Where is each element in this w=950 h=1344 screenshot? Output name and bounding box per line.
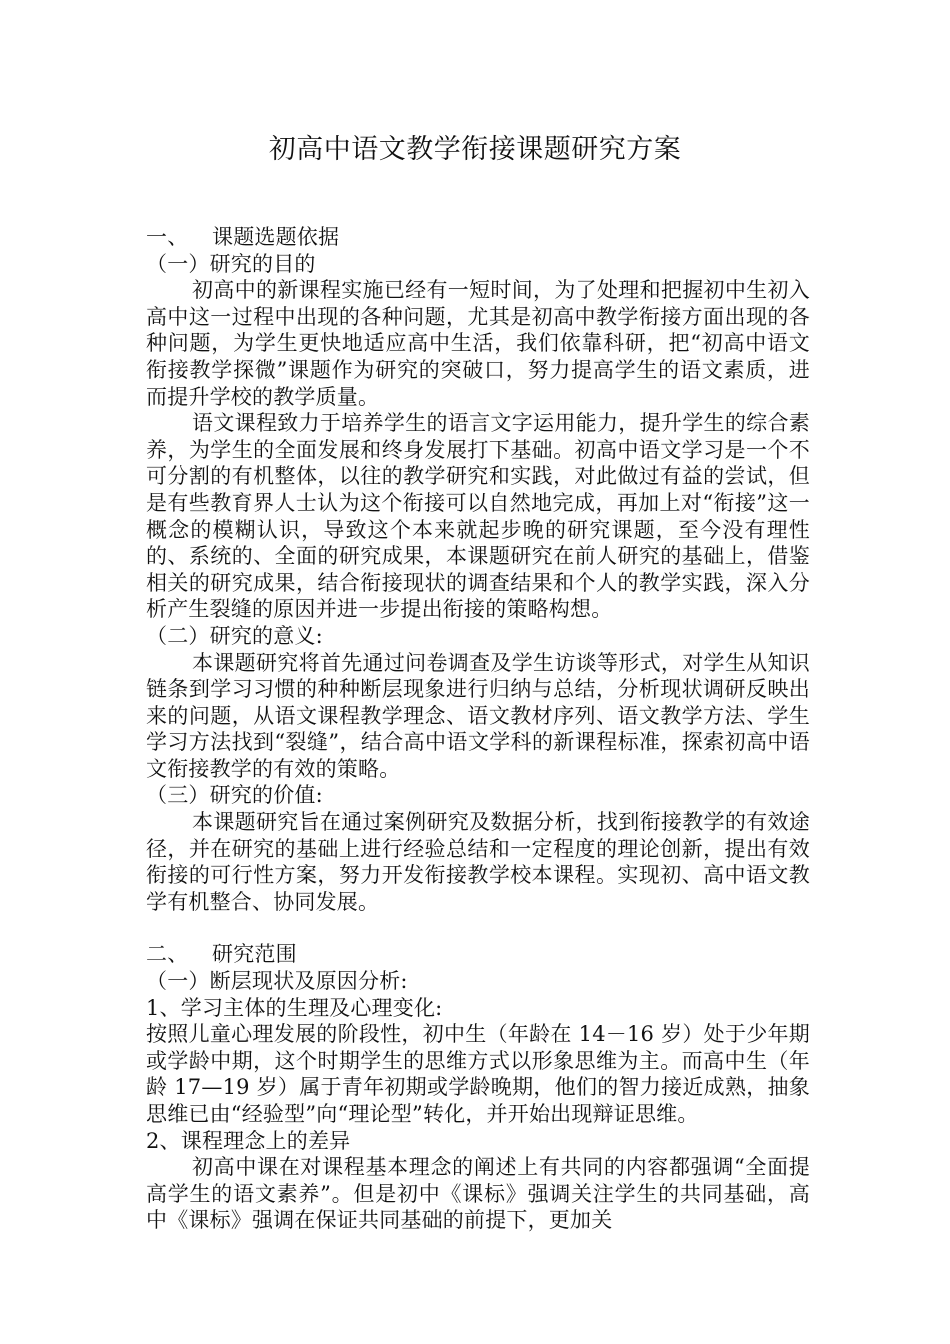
section-heading-2 — [146, 941, 810, 968]
item-heading-curriculum: 2、课程理念上的差异 — [146, 1128, 351, 1153]
section-title-1: 课题选题依据 — [212, 225, 340, 249]
subsection-heading-significance: （二）研究的意义: — [146, 623, 323, 648]
section-number-1: 一、 — [146, 225, 189, 249]
section-spacer — [146, 915, 810, 941]
paragraph-significance: 本课题研究将首先通过问卷调查及学生访谈等形式，对学生从知识链条到学习习惯的种种断层现象进行归纳与总结，分析现状调研反映出来的问题，从语文课程教学理念、语文教材序列、语文教学方法、学生学习方法找到“裂缝”，结合高中语文学科的新课程标准，探索初高中语文衔接教学的有效的策略。 — [146, 650, 810, 781]
section-title-2: 研究范围 — [212, 942, 297, 967]
document-body — [146, 224, 810, 1234]
subsection-heading-purpose: （一）研究的目的 — [146, 251, 316, 276]
subsection-heading-value: （三）研究的价值: — [146, 783, 323, 808]
paragraph-psychology: 按照儿童心理发展的阶段性，初中生（年龄在 14－16 岁）处于少年期或学龄中期，这个时期学生的思维方式以形象思维为主。而高中生（年龄 17—19 岁）属于青年初期或学龄晚期，他们的智力接近成熟，抽象思维已由“经验型”向“理论型”转化，并开始出现辩证思维。 — [146, 1022, 810, 1126]
subsection-heading-gap-analysis: （一）断层现状及原因分析: — [146, 969, 408, 994]
document-title: 初高中语文教学衔接课题研究方案 — [268, 134, 682, 165]
paragraph-purpose-2: 语文课程致力于培养学生的语言文字运用能力，提升学生的综合素养，为学生的全面发展和终身发展打下基础。初高中语文学习是一个不可分割的有机整体，以往的教学研究和实践，对此做过有益的尝试，但是有些教育界人士认为这个衔接可以自然地完成，再加上对“衔接”这一概念的模糊认识，导致这个本来就起步晚的研究课题，至今没有理性的、系统的、全面的研究成果，本课题研究在前人研究的基础上，借鉴相关的研究成果，结合衔接现状的调查结果和个人的教学实践，深入分析产生裂缝的原因并进一步提出衔接的策略构想。 — [146, 411, 810, 622]
section-number-2: 二、 — [146, 942, 189, 967]
section-heading-1 — [146, 224, 810, 251]
paragraph-purpose-1: 初高中的新课程实施已经有一短时间，为了处理和把握初中生初入高中这一过程中出现的各种问题，尤其是初高中教学衔接方面出现的各种问题，为学生更快地适应高中生活，我们依靠科研，把“初高中语文衔接教学探微”课题作为研究的突破口，努力提高学生的语文素质，进而提升学校的教学质量。 — [146, 278, 810, 409]
paragraph-curriculum: 初高中课在对课程基本理念的阐述上有共同的内容都强调“全面提高学生的语文素养”。但是初中《课标》强调关注学生的共同基础，高中《课标》强调在保证共同基础的前提下，更加关 — [146, 1155, 810, 1233]
item-heading-psychology: 1、学习主体的生理及心理变化: — [146, 995, 443, 1020]
paragraph-value: 本课题研究旨在通过案例研究及数据分析，找到衔接教学的有效途径，并在研究的基础上进行经验总结和一定程度的理论创新，提出有效衔接的可行性方案，努力开发衔接教学校本课程。实现初、高中语文教学有机整合、协同发展。 — [146, 810, 810, 914]
